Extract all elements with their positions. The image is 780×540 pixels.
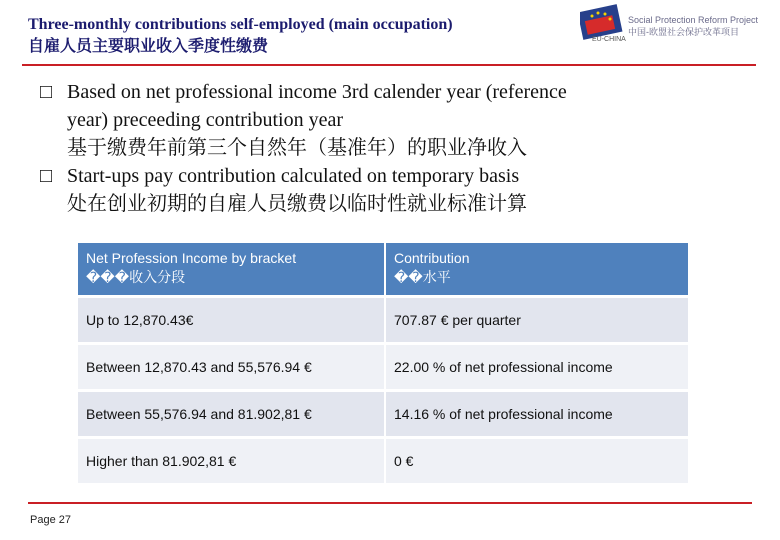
page-number: Page 27 [30,514,71,526]
contribution-cell: 22.00 % of net professional income [385,344,689,391]
header-zh: ��水平 [394,269,451,285]
contribution-cell: 14.16 % of net professional income [385,391,689,438]
logo-title: Social Protection Reform Project [628,15,759,25]
table-row [78,438,689,484]
bullet-line: Based on net professional income 3rd calender year (reference [67,81,567,103]
bullet-list [40,78,760,218]
income-bracket-cell: Between 12,870.43 and 55,576.94 € [78,344,385,391]
bullet-box-icon: □ [40,165,53,187]
logo-title-zh: 中国-欧盟社会保护改革项目 [628,27,739,37]
bullet-line: Start-ups pay contribution calculated on temporary basis [67,165,520,187]
table-header-row [78,243,689,297]
header-contribution [385,243,689,297]
slide-title [28,14,548,58]
bullet-line: year) preceeding contribution year [67,109,343,131]
table-row [78,297,689,344]
contribution-cell: 707.87 € per quarter [385,297,689,344]
title-english: Three-monthly contributions self-employed (main occupation) [28,16,453,33]
contribution-table [78,243,690,483]
bullet-item-reference-income [40,78,760,162]
logo-subtitle: EU-CHINA [592,36,626,43]
header-en: Contribution [394,250,470,266]
contribution-cell: 0 € [385,438,689,484]
logo-text [628,14,758,38]
footer-divider [28,502,752,504]
bullet-line: 处在创业初期的自雇人员缴费以临时性就业标准计算 [67,193,527,215]
income-bracket-cell: Up to 12,870.43€ [78,297,385,344]
title-divider [22,64,756,66]
table-row [78,391,689,438]
bullet-item-start-ups [40,162,760,218]
table-row [78,344,689,391]
header-en: Net Profession Income by bracket [86,250,297,266]
header-income-bracket [78,243,385,297]
income-bracket-cell: Higher than 81.902,81 € [78,438,385,484]
bullet-box-icon: □ [40,81,53,103]
income-bracket-cell: Between 55,576.94 and 81.902,81 € [78,391,385,438]
header-zh: ���收入分段 [86,269,186,285]
title-chinese: 自雇人员主要职业收入季度性缴费 [28,38,269,55]
bullet-line: 基于缴费年前第三个自然年（基准年）的职业净收入 [67,137,527,159]
